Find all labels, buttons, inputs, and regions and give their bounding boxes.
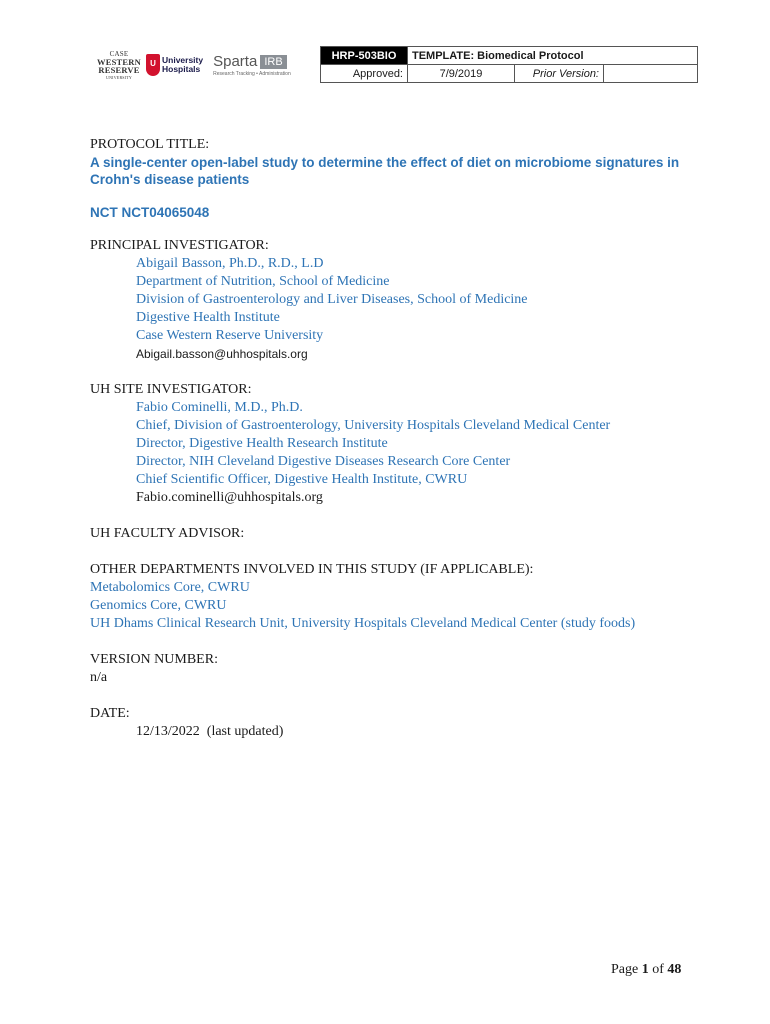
uh-shield-icon: U	[146, 54, 160, 76]
protocol-body	[90, 136, 700, 741]
cwru-logo-line: UNIVERSITY	[106, 74, 132, 80]
site-investigator-email: Fabio.cominelli@uhhospitals.org	[136, 490, 323, 505]
nct-number: NCT NCT04065048	[90, 205, 210, 220]
uh-logo	[146, 48, 203, 82]
sparta-tagline: Research Tracking • Administration	[213, 71, 291, 77]
template-code: HRP-503BIO	[321, 47, 408, 65]
pi-affiliation: Division of Gastroenterology and Liver Diseases, School of Medicine	[136, 292, 528, 307]
department-item: Metabolomics Core, CWRU	[90, 580, 250, 595]
sparta-word: Sparta	[213, 53, 258, 70]
sparta-irb-logo	[213, 53, 291, 77]
cwru-logo-line: RESERVE	[98, 65, 140, 75]
cwru-logo-line: WESTERN	[97, 56, 141, 67]
page-total: 48	[667, 962, 682, 977]
site-investigator-block	[90, 399, 700, 507]
cwru-logo-line: CASE	[109, 49, 129, 58]
date-value: 12/13/2022 (last updated)	[136, 724, 284, 739]
protocol-title: A single-center open-label study to determine the effect of diet on microbiome signatures in Crohn's disease patients	[90, 155, 680, 187]
protocol-title-label: PROTOCOL TITLE:	[90, 137, 210, 152]
site-investigator-role: Director, Digestive Health Research Institute	[136, 436, 388, 451]
irb-badge: IRB	[260, 55, 286, 69]
pi-affiliation: Department of Nutrition, School of Medicine	[136, 274, 390, 289]
pi-affiliation: Digestive Health Institute	[136, 310, 280, 325]
pi-label: PRINCIPAL INVESTIGATOR:	[90, 238, 269, 253]
page-footer	[611, 962, 681, 978]
approved-date: 7/9/2019	[408, 65, 515, 83]
template-header-table	[320, 46, 698, 83]
header-logos	[96, 46, 310, 84]
cwru-logo	[96, 48, 142, 82]
site-investigator-role: Chief, Division of Gastroenterology, University Hospitals Cleveland Medical Center	[136, 418, 611, 433]
date-label: DATE:	[90, 706, 130, 721]
approved-label: Approved:	[321, 65, 408, 83]
template-title: TEMPLATE: Biomedical Protocol	[408, 47, 698, 65]
uh-logo-line: Hospitals	[162, 64, 201, 74]
version-label: VERSION NUMBER:	[90, 652, 218, 667]
site-investigator-name: Fabio Cominelli, M.D., Ph.D.	[136, 400, 303, 415]
pi-email: Abigail.basson@uhhospitals.org	[136, 347, 308, 361]
uh-logo-line: University	[162, 55, 204, 65]
site-investigator-label: UH SITE INVESTIGATOR:	[90, 382, 252, 397]
faculty-advisor-label: UH FACULTY ADVISOR:	[90, 526, 245, 541]
version-value: n/a	[90, 670, 108, 685]
site-investigator-role: Director, NIH Cleveland Digestive Diseases Research Core Center	[136, 454, 511, 469]
departments-label: OTHER DEPARTMENTS INVOLVED IN THIS STUDY (IF APPLICABLE):	[90, 562, 534, 577]
prior-version-label: Prior Version:	[515, 65, 604, 83]
pi-name: Abigail Basson, Ph.D., R.D., L.D	[136, 256, 324, 271]
uh-logo-text	[162, 56, 203, 74]
pi-block	[90, 255, 700, 363]
site-investigator-role: Chief Scientific Officer, Digestive Health Institute, CWRU	[136, 472, 468, 487]
pi-affiliation: Case Western Reserve University	[136, 328, 324, 343]
prior-version-value	[604, 65, 698, 83]
of-word: of	[652, 962, 664, 977]
department-item: Genomics Core, CWRU	[90, 598, 227, 613]
page-word: Page	[611, 962, 639, 977]
department-item: UH Dhams Clinical Research Unit, University Hospitals Cleveland Medical Center (study foods)	[90, 616, 636, 631]
page-number: 1	[641, 962, 649, 977]
